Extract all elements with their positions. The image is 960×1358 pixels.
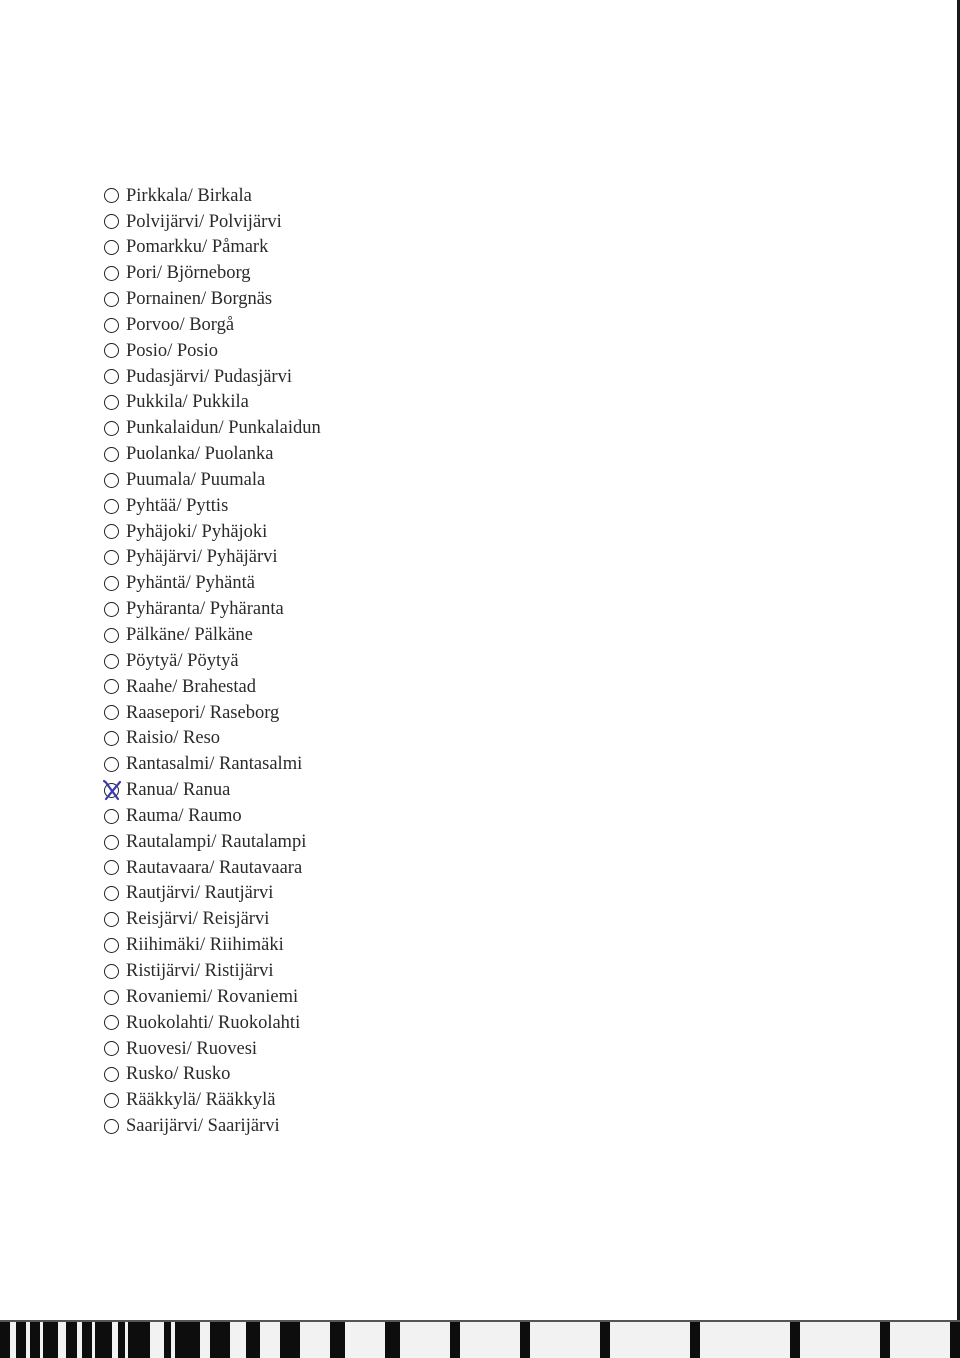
option-item[interactable] [104,752,321,778]
scan-strip-gap [260,1322,280,1358]
radio-circle-icon[interactable] [104,757,119,772]
radio-circle-icon[interactable] [104,576,119,591]
option-item[interactable] [104,648,321,674]
option-label: Pälkäne/ Pälkäne [126,625,253,646]
option-item[interactable] [104,622,321,648]
radio-circle-icon[interactable] [104,188,119,203]
radio-circle-icon[interactable] [104,1015,119,1030]
option-item[interactable] [104,416,321,442]
scan-strip-gap [58,1322,66,1358]
radio-circle-icon[interactable] [104,292,119,307]
radio-circle-icon[interactable] [104,499,119,514]
radio-circle-icon[interactable] [104,809,119,824]
radio-circle-icon[interactable] [104,938,119,953]
option-item[interactable] [104,726,321,752]
scan-strip-gap [460,1322,520,1358]
option-label: Ristijärvi/ Ristijärvi [126,960,274,981]
option-label: Posio/ Posio [126,340,219,361]
option-label: Puolanka/ Puolanka [126,444,274,465]
radio-circle-icon[interactable] [104,990,119,1005]
option-label: Pori/ Björneborg [126,263,251,284]
option-item[interactable] [104,519,321,545]
option-label: Ruovesi/ Ruovesi [126,1038,258,1059]
radio-circle-icon[interactable] [104,214,119,229]
option-label: Saarijärvi/ Saarijärvi [126,1116,280,1137]
option-item[interactable] [104,571,321,597]
option-label: Rääkkylä/ Rääkkylä [126,1090,276,1111]
option-label: Pöytyä/ Pöytyä [126,650,239,671]
radio-circle-icon[interactable] [104,473,119,488]
option-label: Punkalaidun/ Punkalaidun [126,418,321,439]
radio-circle-icon[interactable] [104,886,119,901]
radio-circle-icon[interactable] [104,395,119,410]
option-item[interactable] [104,493,321,519]
municipality-option-list [104,183,321,1139]
radio-circle-icon[interactable] [104,343,119,358]
radio-circle-icon[interactable] [104,550,119,565]
radio-circle-icon[interactable] [104,912,119,927]
option-item[interactable] [104,286,321,312]
scan-strip-gap [92,1322,95,1358]
option-item[interactable] [104,829,321,855]
scan-strip-gap [171,1322,175,1358]
scan-strip-gap [26,1322,30,1358]
option-item[interactable] [104,881,321,907]
scan-strip-gap [400,1322,450,1358]
option-item[interactable] [104,467,321,493]
option-label: Raasepori/ Raseborg [126,702,280,723]
option-label: Pukkila/ Pukkila [126,392,249,413]
option-label: Pudasjärvi/ Pudasjärvi [126,366,292,387]
radio-circle-icon[interactable] [104,602,119,617]
option-item[interactable] [104,209,321,235]
option-item[interactable] [104,597,321,623]
radio-circle-icon[interactable] [104,369,119,384]
scan-strip-gap [300,1322,330,1358]
option-item[interactable] [104,932,321,958]
option-item[interactable] [104,1010,321,1036]
option-item[interactable] [104,261,321,287]
radio-circle-icon[interactable] [104,240,119,255]
option-item[interactable] [104,1113,321,1139]
scan-strip-gap [200,1322,210,1358]
option-item[interactable] [104,674,321,700]
radio-circle-icon[interactable] [104,1119,119,1134]
option-item[interactable] [104,441,321,467]
option-label: Ruokolahti/ Ruokolahti [126,1012,301,1033]
scan-strip-gap [890,1322,950,1358]
radio-circle-icon[interactable] [104,628,119,643]
option-item[interactable] [104,183,321,209]
option-item[interactable] [104,235,321,261]
option-label: Rauma/ Raumo [126,805,242,826]
option-label: Pyhäranta/ Pyhäranta [126,599,284,620]
scan-strip-gap [530,1322,600,1358]
scan-strip-gap [230,1322,246,1358]
radio-circle-icon[interactable] [104,654,119,669]
scan-strip-gap [610,1322,690,1358]
radio-circle-icon[interactable] [104,964,119,979]
option-label: Pyhäjärvi/ Pyhäjärvi [126,547,278,568]
option-item[interactable] [104,984,321,1010]
scan-strip-gap [150,1322,164,1358]
radio-circle-icon[interactable] [104,679,119,694]
option-item[interactable] [104,1062,321,1088]
scan-strip-gap [77,1322,82,1358]
option-label: Rovaniemi/ Rovaniemi [126,986,299,1007]
option-item[interactable] [104,1088,321,1114]
scan-strip-gap [345,1322,385,1358]
scan-strip-gap [40,1322,43,1358]
option-label: Polvijärvi/ Polvijärvi [126,211,282,232]
option-label: Pyhäjoki/ Pyhäjoki [126,521,268,542]
option-label: Puumala/ Puumala [126,469,266,490]
scan-strip-gap [800,1322,880,1358]
scan-barcode-strip [0,1322,960,1358]
option-item[interactable] [104,855,321,881]
option-label: Rautavaara/ Rautavaara [126,857,303,878]
option-label: Rantasalmi/ Rantasalmi [126,754,303,775]
option-item[interactable] [104,958,321,984]
option-item[interactable] [104,545,321,571]
option-label: Rusko/ Rusko [126,1064,231,1085]
scan-strip-gap [125,1322,128,1358]
option-label: Riihimäki/ Riihimäki [126,935,284,956]
radio-circle-icon[interactable] [104,731,119,746]
option-label: Rautjärvi/ Rautjärvi [126,883,274,904]
scan-strip-gap [700,1322,790,1358]
option-label: Rautalampi/ Rautalampi [126,831,307,852]
radio-circle-icon[interactable] [104,524,119,539]
radio-circle-icon[interactable] [104,705,119,720]
option-label: Pyhtää/ Pyttis [126,495,229,516]
option-label: Raisio/ Reso [126,728,221,749]
radio-circle-icon[interactable] [104,421,119,436]
option-label: Pirkkala/ Birkala [126,185,252,206]
option-label: Pornainen/ Borgnäs [126,289,273,310]
radio-circle-icon[interactable] [104,860,119,875]
option-item[interactable] [104,338,321,364]
option-item[interactable] [104,390,321,416]
option-label: Reisjärvi/ Reisjärvi [126,909,270,930]
option-label: Pyhäntä/ Pyhäntä [126,573,255,594]
radio-checked-icon[interactable] [104,783,119,798]
option-label: Raahe/ Brahestad [126,676,256,697]
radio-circle-icon[interactable] [104,835,119,850]
option-item[interactable] [104,312,321,338]
radio-circle-icon[interactable] [104,447,119,462]
option-item[interactable] [104,803,321,829]
radio-circle-icon[interactable] [104,318,119,333]
option-label: Ranua/ Ranua [126,780,231,801]
radio-circle-icon[interactable] [104,1067,119,1082]
option-item[interactable] [104,1036,321,1062]
radio-circle-icon[interactable] [104,1093,119,1108]
option-label: Pomarkku/ Påmark [126,237,269,258]
option-item[interactable] [104,907,321,933]
option-item[interactable] [104,700,321,726]
radio-circle-icon[interactable] [104,1041,119,1056]
radio-circle-icon[interactable] [104,266,119,281]
scan-strip-gap [112,1322,118,1358]
option-item[interactable] [104,364,321,390]
option-label: Porvoo/ Borgå [126,314,235,335]
cross-mark-icon [102,779,122,801]
option-item[interactable] [104,777,321,803]
scan-strip-gap [10,1322,16,1358]
